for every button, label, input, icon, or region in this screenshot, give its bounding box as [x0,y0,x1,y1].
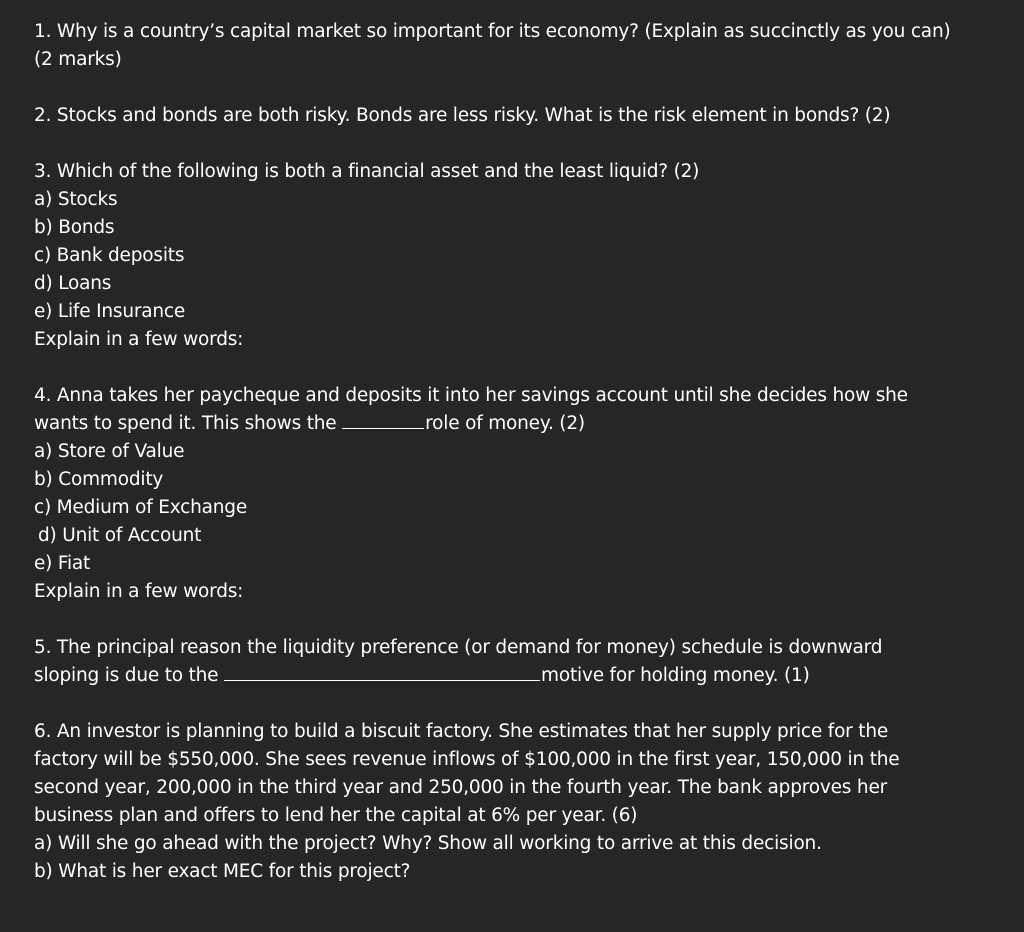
question-1 [34,18,994,74]
question-1-text: 1. Why is a country’s capital market so important for its economy? (Explain as succinctly as you can) [34,21,951,42]
question-4-text-after-blank: role of money. (2) [425,413,585,434]
question-3-option-e: e) Life Insurance [34,301,186,322]
question-1-marks: (2 marks) [34,49,122,70]
question-3-option-a: a) Stocks [34,189,118,210]
assignment-document [34,18,994,886]
question-4-option-a: a) Store of Value [34,441,185,462]
question-4-option-c: c) Medium of Exchange [34,497,248,518]
question-6-text-line1: 6. An investor is planning to build a biscuit factory. She estimates that her supply price for the [34,721,889,742]
question-5-text-line1: 5. The principal reason the liquidity preference (or demand for money) schedule is downward [34,637,883,658]
question-4-option-e: e) Fiat [34,553,91,574]
question-3-text: 3. Which of the following is both a financial asset and the least liquid? (2) [34,161,700,182]
question-4-option-d: d) Unit of Account [38,525,202,546]
question-6-text-line3: second year, 200,000 in the third year and 250,000 in the fourth year. The bank approves her [34,777,888,798]
question-4-option-b: b) Commodity [34,469,164,490]
question-5-text-before-blank: sloping is due to the [34,665,225,686]
question-3-option-d: d) Loans [34,273,112,294]
question-5-text-line2 [34,662,994,690]
question-6-text-line4: business plan and offers to lend her the capital at 6% per year. (6) [34,805,638,826]
question-4-fill-blank [342,410,424,429]
question-6-part-b: b) What is her exact MEC for this project? [34,861,411,882]
question-3-explain-prompt: Explain in a few words: [34,329,244,350]
question-5 [34,634,994,690]
question-4-text-line1: 4. Anna takes her paycheque and deposits it into her savings account until she decides how she [34,385,908,406]
question-2 [34,102,994,130]
question-6 [34,718,994,886]
question-5-text-after-blank: motive for holding money. (1) [541,665,810,686]
question-4-text-line2 [34,410,994,438]
question-3-option-c: c) Bank deposits [34,245,185,266]
question-3 [34,158,994,354]
question-4-explain-prompt: Explain in a few words: [34,581,244,602]
question-6-text-line2: factory will be $550,000. She sees revenue inflows of $100,000 in the first year, 150,000 in the [34,749,900,770]
question-4 [34,382,994,606]
question-5-fill-blank [224,662,540,681]
question-2-text: 2. Stocks and bonds are both risky. Bonds are less risky. What is the risk element in bonds? (2) [34,105,891,126]
question-3-option-b: b) Bonds [34,217,115,238]
question-4-text-before-blank: wants to spend it. This shows the [34,413,343,434]
question-6-part-a: a) Will she go ahead with the project? Why? Show all working to arrive at this decision. [34,833,822,854]
